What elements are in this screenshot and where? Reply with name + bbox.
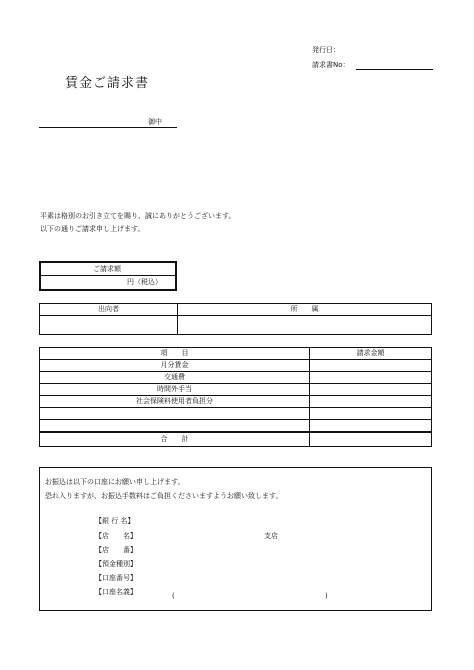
amount-cell[interactable] [312,385,429,394]
amount-cell[interactable] [312,373,429,382]
greeting-line-2: 以下の通りご請求申し上げます。 [40,225,145,233]
item-header: 項 目 [160,349,189,357]
amount-box [39,261,177,291]
items-table [39,347,432,447]
assignee-header-line [40,315,431,316]
total-line [40,431,431,433]
document-title: 賃金ご請求書 [65,76,150,91]
issue-date-label: 発行日： [312,46,340,54]
assignee-header: 出向者 [98,305,119,313]
bank-note-line-1: お振込は以下の口座にお願い申し上げます。 [45,478,185,486]
amount-cell[interactable] [312,409,429,418]
total-amount-cell[interactable] [312,435,429,444]
amount-cell[interactable] [312,361,429,370]
greeting-line-1: 平素は格別のお引き立てを賜り、誠にありがとうございます。 [40,212,236,220]
paren-open: ( [172,592,175,600]
account-type-label: 【預金種別】 [95,560,137,568]
recipient-suffix: 御中 [148,118,162,126]
branch-suffix: 支店 [264,532,278,540]
amount-header: 請求金額 [356,349,385,357]
paren-close: ) [325,592,328,600]
affiliation-value-cell[interactable] [180,317,429,333]
amount-unit: 円（税込） [127,278,162,286]
total-label: 合 計 [160,435,189,443]
bank-name-label: 【銀 行 名】 [95,517,135,525]
branch-name-label: 【店 名】 [95,532,137,540]
amount-label: ご請求額 [93,265,121,273]
assignee-table [39,303,432,335]
item-row-1: 月分賃金 [160,361,189,369]
account-holder-label: 【口座名義】 [95,588,137,596]
item-row-4: 社会保険料使用者負担分 [136,397,213,405]
affiliation-header: 所 属 [290,305,319,313]
item-row-2: 交通費 [164,373,185,381]
recipient-underline [39,127,177,128]
bank-note-line-2: 恐れ入りますが、お振込手数料はご負担くださいますようお願い致します。 [45,492,283,500]
account-number-label: 【口座番号】 [95,574,137,582]
amount-cell[interactable] [312,421,429,430]
item-row-6 [40,420,309,431]
invoice-no-label: 請求書No： [312,61,350,69]
assignee-value-cell[interactable] [42,317,175,333]
item-row-5 [40,408,309,419]
branch-number-label: 【店 番】 [95,546,137,554]
item-row-3: 時間外手当 [157,385,192,393]
invoice-no-underline [356,69,433,70]
amount-cell[interactable] [312,397,429,406]
amount-divider [41,275,175,276]
